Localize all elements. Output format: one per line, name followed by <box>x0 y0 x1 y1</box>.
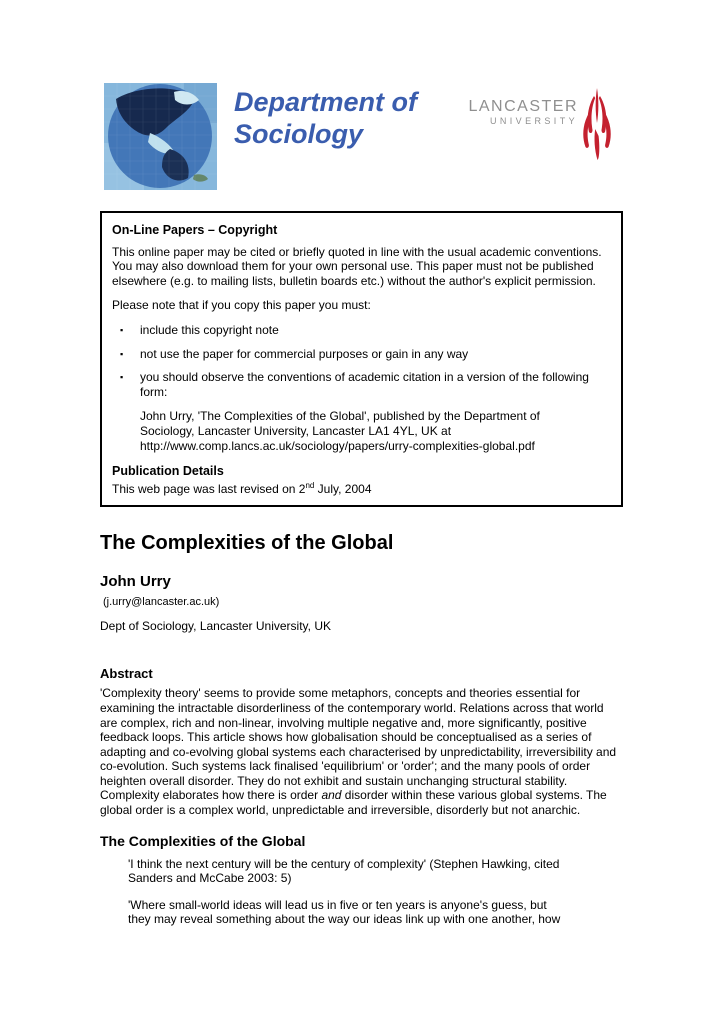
author-affiliation: Dept of Sociology, Lancaster University, UK <box>100 619 331 634</box>
department-title <box>234 86 417 150</box>
abstract-text-post: disorder within these various global systems. The global order is a complex world, unpredictable and irreversible, disorderly but not anarchic. <box>100 788 607 818</box>
bullet-item <box>112 347 609 362</box>
abstract-heading: Abstract <box>100 666 153 682</box>
copyright-heading: On-Line Papers – Copyright <box>112 223 278 237</box>
copyright-box <box>100 211 623 507</box>
copy-conditions-intro: Please note that if you copy this paper you must: <box>112 298 371 313</box>
lancaster-logo <box>468 87 614 161</box>
copyright-paragraph: This online paper may be cited or briefly quoted in line with the usual academic conventions. You may also download them for your own personal use. This paper must not be published elsewhere (e.g. to mailing lists, bulletin boards etc.) without the author's explicit permission. <box>112 244 602 288</box>
lancaster-flame-emblem-icon <box>580 87 614 161</box>
revision-date <box>112 482 609 497</box>
department-title-line2: Sociology <box>234 119 364 149</box>
logo-text-university: UNIVERSITY <box>489 116 578 126</box>
author-email: (j.urry@lancaster.ac.uk) <box>103 596 220 609</box>
bullet-marker-icon: ▪ <box>120 324 124 335</box>
revision-date-prefix: This web page was last revised on 2 <box>112 481 306 496</box>
department-title-line1: Department of <box>234 87 418 117</box>
publication-details-heading: Publication Details <box>112 464 224 479</box>
logo-text-lancaster: LANCASTER <box>468 98 578 115</box>
bullet-label: you should observe the conventions of academic citation in a version of the following form: <box>140 370 589 399</box>
author-name: John Urry <box>100 573 171 591</box>
citation-text: John Urry, 'The Complexities of the Global', published by the Department of Sociology, Lancaster University, Lancaster LA1 4YL, UK at http://www.comp.lancs.ac.uk/sociology/papers/urry-complexities-global.pdf <box>140 409 540 453</box>
bullet-item <box>112 323 609 338</box>
abstract-text <box>100 686 623 817</box>
bullet-item <box>112 370 609 399</box>
lancaster-logo-text <box>468 99 578 128</box>
quote-hawking: 'I think the next century will be the century of complexity' (Stephen Hawking, cited Sanders and McCabe 2003: 5) <box>128 856 560 886</box>
abstract-text-pre: 'Complexity theory' seems to provide some metaphors, concepts and theories essential for examining the intractable disorderliness of the contemporary world. Relations across that world are complex, rich and non-linear, involving multiple negative and, more significantly, positive feedback loops. This article shows how globalisation should be conceptualised as a series of adapting and co-evolving global systems each characterised by unpredictability, irreversibility and co-evolution. Such systems lack finalised 'equilibrium' or 'order'; and the many pools of order heighten overall disorder. They do not exhibit and sustain unchanging structural stability. Complexity elaborates how there is order <box>100 686 617 803</box>
bullet-label: include this copyright note <box>140 322 279 337</box>
revision-date-suffix: July, 2004 <box>314 481 372 496</box>
quote-smallworld: 'Where small-world ideas will lead us in five or ten years is anyone's guess, but they may reveal something about the way our ideas link up with one another, how <box>128 897 561 927</box>
article <box>100 532 623 927</box>
bullet-marker-icon: ▪ <box>120 372 124 383</box>
revision-date-ordinal: nd <box>305 480 315 490</box>
article-title: The Complexities of the Global <box>100 532 394 555</box>
section-heading: The Complexities of the Global <box>100 832 306 849</box>
header <box>0 0 724 190</box>
globe-image <box>104 83 217 190</box>
bullet-label: not use the paper for commercial purposes or gain in any way <box>140 346 469 361</box>
abstract-text-italic: and <box>321 788 342 803</box>
bullet-marker-icon: ▪ <box>120 348 124 359</box>
